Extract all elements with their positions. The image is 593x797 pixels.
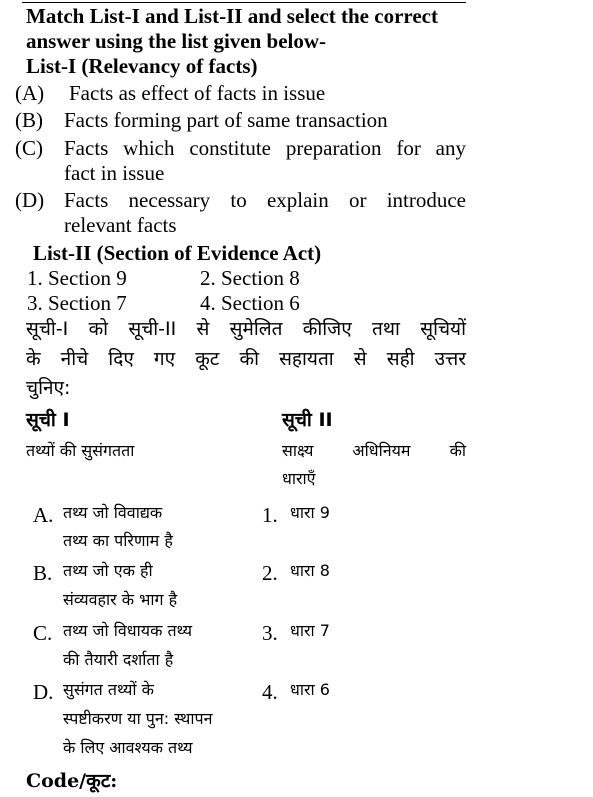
hindi-row-a-num: 1.	[262, 503, 278, 527]
hindi-list2-subtitle-line2: धाराएँ	[282, 469, 316, 488]
hindi-row-c-key: C.	[33, 621, 53, 645]
hindi-instruction-line-1: सूची-I को सूची-II से सुमेलित कीजिए तथा सूचियों	[26, 318, 466, 340]
hindi-row-b-value: धारा 8	[290, 561, 330, 580]
list2-item-1: 1. Section 9	[27, 266, 127, 290]
hindi-row-b-num: 2.	[262, 561, 278, 585]
list1-item-c-line1: Facts which constitute preparation for any	[64, 136, 466, 160]
list1-title: List-I (Relevancy of facts)	[26, 54, 258, 78]
instruction-line-2: answer using the list given below-	[26, 29, 327, 53]
list2-item-4: 4. Section 6	[200, 291, 300, 315]
hindi-row-c-line1: तथ्य जो विधायक तथ्य	[63, 621, 193, 640]
list1-key-b: (B)	[15, 108, 43, 132]
hindi-list2-title: सूची II	[282, 409, 333, 431]
hindi-list1-title: सूची I	[26, 409, 70, 431]
hindi-list1-subtitle: तथ्यों की सुसंगतता	[26, 441, 135, 460]
list2-item-2: 2. Section 8	[200, 266, 300, 290]
hindi-row-d-value: धारा 6	[290, 680, 330, 699]
hindi-list2-subtitle-line1: साक्ष्य अधिनियम की	[282, 441, 466, 460]
list1-key-a: (A)	[15, 81, 45, 105]
list2-title: List-II (Section of Evidence Act)	[33, 241, 322, 265]
hindi-row-b-line1: तथ्य जो एक ही	[63, 561, 153, 580]
hindi-row-c-num: 3.	[262, 621, 278, 645]
list1-key-d: (D)	[15, 188, 45, 212]
hindi-row-b-line2: संव्यवहार के भाग है	[63, 590, 178, 609]
hindi-row-b-key: B.	[33, 561, 53, 585]
instruction-line-1: Match List-I and List-II and select the correct	[26, 4, 438, 28]
hindi-row-d-line1: सुसंगत तथ्यों के	[63, 680, 154, 699]
hindi-row-a-value: धारा 9	[290, 503, 330, 522]
hindi-row-c-value: धारा 7	[290, 621, 330, 640]
hindi-instruction-line-3: चुनिए:	[26, 377, 71, 399]
hindi-row-c-line2: की तैयारी दर्शाता है	[63, 650, 174, 669]
code-label: Code/कूट:	[26, 770, 118, 792]
list2-item-3: 3. Section 7	[27, 291, 127, 315]
top-rule	[22, 2, 466, 3]
hindi-row-a-key: A.	[33, 503, 54, 527]
list1-key-c: (C)	[15, 136, 43, 160]
hindi-instruction-line-2: के नीचे दिए गए कूट की सहायता से सही उत्तर	[26, 348, 466, 370]
list1-item-a: Facts as effect of facts in issue	[69, 81, 326, 105]
list1-item-b: Facts forming part of same transaction	[64, 108, 388, 132]
list1-item-d-line1: Facts necessary to explain or introduce	[64, 188, 466, 212]
list1-item-d-line2: relevant facts	[64, 213, 177, 237]
hindi-row-d-line2: स्पष्टीकरण या पुन: स्थापन	[63, 709, 213, 728]
hindi-row-d-line3: के लिए आवश्यक तथ्य	[63, 738, 193, 757]
hindi-row-a-line2: तथ्य का परिणाम है	[63, 531, 173, 550]
hindi-row-d-key: D.	[33, 680, 54, 704]
hindi-row-d-num: 4.	[262, 680, 278, 704]
hindi-row-a-line1: तथ्य जो विवाद्यक	[63, 503, 163, 522]
list1-item-c-line2: fact in issue	[64, 161, 165, 185]
